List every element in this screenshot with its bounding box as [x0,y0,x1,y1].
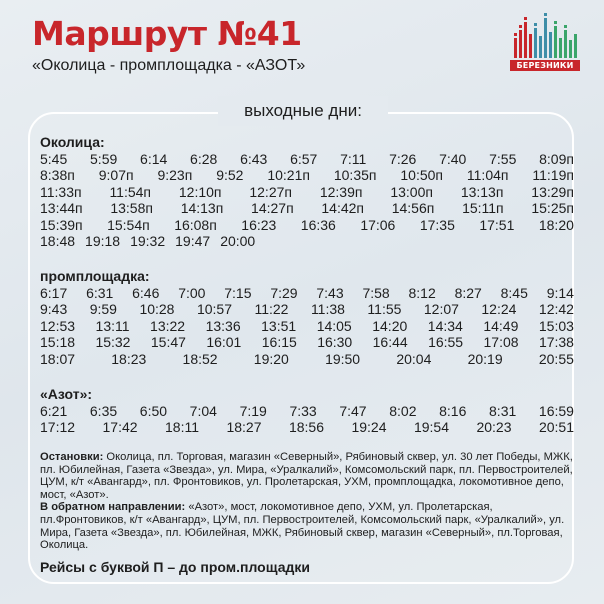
departure-time: 7:40 [439,151,467,167]
departure-time: 14:13п [180,200,224,217]
departure-time: 17:06 [360,216,396,233]
departure-time: 6:31 [86,285,114,301]
departure-time: 6:43 [240,151,268,167]
departure-time: 8:02 [389,403,417,419]
stops-list [40,451,576,552]
departure-time: 8:16 [439,403,467,419]
departure-time: 19:20 [253,350,289,367]
departure-time: 8:12 [408,285,436,301]
departure-time: 18:48 [40,233,76,250]
departure-time: 10:50п [400,167,443,184]
departure-time: 19:47 [175,233,211,250]
departure-time: 13:29п [531,183,574,200]
departure-time: 7:04 [189,403,217,419]
departure-time: 6:35 [89,403,118,419]
departure-time: 20:55 [538,350,574,367]
departure-time: 9:14 [546,285,574,301]
time-row [40,184,574,200]
section-azot [40,386,574,436]
section-okolitsa [40,134,574,249]
departure-time: 12:07 [423,301,459,318]
departure-time: 10:21п [267,167,310,184]
time-row [40,318,574,334]
departure-time: 20:04 [396,350,432,367]
page-title: Маршрут №41 [32,14,302,53]
departure-time: 13:22 [150,317,186,334]
departure-time: 18:11 [165,419,199,436]
time-row [40,233,574,249]
time-row [40,285,574,301]
section-title: промплощадка: [40,268,150,284]
departure-time: 12:39п [319,183,363,200]
departure-time: 16:55 [428,334,464,351]
departure-time: 13:58п [110,200,153,217]
departure-time: 16:01 [206,334,242,351]
departure-time: 9:23п [157,167,193,184]
departure-time: 11:33п [40,183,82,200]
departure-time: 5:45 [40,151,68,167]
departure-time: 17:35 [419,216,455,233]
departure-time: 12:10п [178,183,222,200]
departure-time: 14:34 [427,317,463,334]
time-row [40,217,574,233]
departure-time: 10:35п [333,167,377,184]
departure-time: 8:45 [500,285,528,301]
departure-time: 8:38п [40,167,75,184]
departure-time: 11:55 [367,301,402,318]
departure-time: 8:09п [539,151,574,167]
departure-time: 6:46 [132,285,160,301]
logo-text: БЕРЕЗНИКИ [510,60,580,71]
departure-time: 16:08п [174,216,217,233]
departure-time: 14:42п [321,200,364,217]
departure-time: 5:59 [90,151,118,167]
departure-time: 7:15 [224,285,252,301]
departure-time: 18:07 [40,350,76,367]
departure-time: 15:47 [150,334,186,351]
departure-time: 7:55 [489,151,517,167]
departure-time: 18:23 [111,350,147,367]
stops-reverse-label: В обратном направлении: [40,501,186,514]
time-row [40,419,574,435]
departure-time: 17:08 [483,334,519,351]
departure-time: 18:52 [182,350,218,367]
footer-note: Рейсы с буквой П – до пром.площадки [40,559,310,575]
departure-time: 7:11 [340,151,367,167]
departure-time: 13:36 [205,317,241,334]
section-title: Околица: [40,134,105,150]
departure-time: 14:27п [251,200,294,217]
departure-time: 20:00 [220,233,256,250]
departure-time: 15:25п [531,200,574,217]
city-logo [510,12,580,74]
section-promploshchadka [40,268,574,367]
departure-time: 20:19 [467,350,503,367]
departure-time: 18:20 [538,216,574,233]
departure-time: 17:12 [40,419,76,436]
days-label: выходные дни: [218,96,388,126]
departure-time: 15:03 [538,317,574,334]
departure-time: 9:59 [89,301,117,318]
departure-time: 16:30 [317,334,353,351]
departure-time: 15:54п [107,216,150,233]
time-row [40,301,574,317]
departure-time: 20:23 [476,419,512,436]
departure-time: 11:22 [254,301,289,318]
time-row [40,351,574,367]
departure-time: 14:20 [372,317,408,334]
stops-reverse-text: «Азот», мост, локомотивное депо, УХМ, ул. Пролетарская, пл.Фронтовиков, к/т «Авангард», ЦУМ, пл. Первостроителей, Комсомольский парк, «Уралкалий», ул. Мира, Газета «Звезда», пл. Юбилейная, МЖК, Рябиновый сквер, магазин «Северный», пл.Торговая, Околица. [40,501,565,552]
departure-time: 13:13п [460,183,504,200]
time-row [40,151,574,167]
departure-time: 18:27 [226,419,262,436]
departure-time: 16:44 [372,334,408,351]
departure-time: 8:27 [454,285,482,301]
departure-time: 17:38 [538,334,574,351]
departure-time: 13:51 [261,317,297,334]
departure-time: 18:56 [288,419,324,436]
departure-time: 12:53 [40,317,76,334]
departure-time: 11:04п [466,167,509,184]
departure-time: 9:07п [98,167,134,184]
stops-forward-label: Остановки: [40,451,104,463]
departure-time: 9:52 [216,167,244,184]
route-subtitle: «Околица - промплощадка - «АЗОТ» [32,57,306,74]
departure-time: 10:57 [196,301,232,318]
departure-time: 16:59 [538,403,574,419]
departure-time: 16:36 [300,216,336,233]
departure-time: 7:29 [270,285,298,301]
departure-time: 9:43 [40,301,68,318]
departure-time: 13:11 [95,317,130,334]
departure-time: 16:23 [241,216,277,233]
departure-time: 14:49 [483,317,519,334]
departure-time: 15:32 [95,334,131,351]
departure-time: 7:58 [362,285,390,301]
departure-time: 10:28 [139,301,175,318]
departure-time: 8:31 [489,403,517,419]
city-skyline-icon [510,12,580,60]
departure-time: 6:57 [290,151,318,167]
departure-time: 13:00п [390,183,433,200]
departure-time: 7:26 [389,151,417,167]
departure-time: 14:56п [391,200,435,217]
departure-time: 11:38 [310,301,345,318]
departure-time: 6:21 [40,403,68,419]
departure-time: 19:50 [325,350,361,367]
departure-time: 16:15 [261,334,297,351]
time-row [40,167,574,183]
departure-time: 7:33 [289,403,317,419]
departure-time: 19:24 [351,419,387,436]
departure-time: 11:19п [532,167,574,184]
time-row [40,200,574,216]
departure-time: 15:39п [40,216,83,233]
departure-time: 6:28 [190,151,218,167]
departure-time: 7:47 [339,403,367,419]
departure-time: 6:17 [40,285,68,301]
departure-time: 11:54п [109,183,152,200]
departure-time: 17:51 [479,216,515,233]
departure-time: 14:05 [316,317,352,334]
departure-time: 13:44п [40,200,83,217]
departure-time: 19:32 [130,233,166,250]
section-title: «Азот»: [40,386,93,402]
departure-time: 20:51 [538,419,574,436]
departure-time: 7:19 [239,403,267,419]
departure-time: 6:14 [140,151,168,167]
time-row [40,334,574,350]
departure-time: 6:50 [139,403,168,419]
departure-time: 7:00 [178,285,206,301]
departure-time: 19:18 [85,233,121,250]
time-row [40,403,574,419]
departure-time: 12:27п [249,183,292,200]
departure-time: 15:18 [40,334,76,351]
departure-time: 12:24 [481,301,517,318]
stops-forward-text: Околица, пл. Торговая, магазин «Северный», Рябиновый сквер, ул. 30 лет Победы, МЖК, пл. Юбилейная, Газета «Звезда», ул. Мира, «Уралкалий», Комсомольский парк, пл. Первостроителей, ЦУМ, к/т «Авангард», пл. Фронтовиков, ул. Пролетарская, УХМ, промплощадка, локомотивное депо, мост, «Азот». [40,451,573,501]
departure-time: 7:43 [316,285,344,301]
departure-time: 19:54 [413,419,449,436]
departure-time: 15:11п [462,200,504,217]
departure-time: 12:42 [538,301,574,318]
departure-time: 17:42 [102,419,138,436]
